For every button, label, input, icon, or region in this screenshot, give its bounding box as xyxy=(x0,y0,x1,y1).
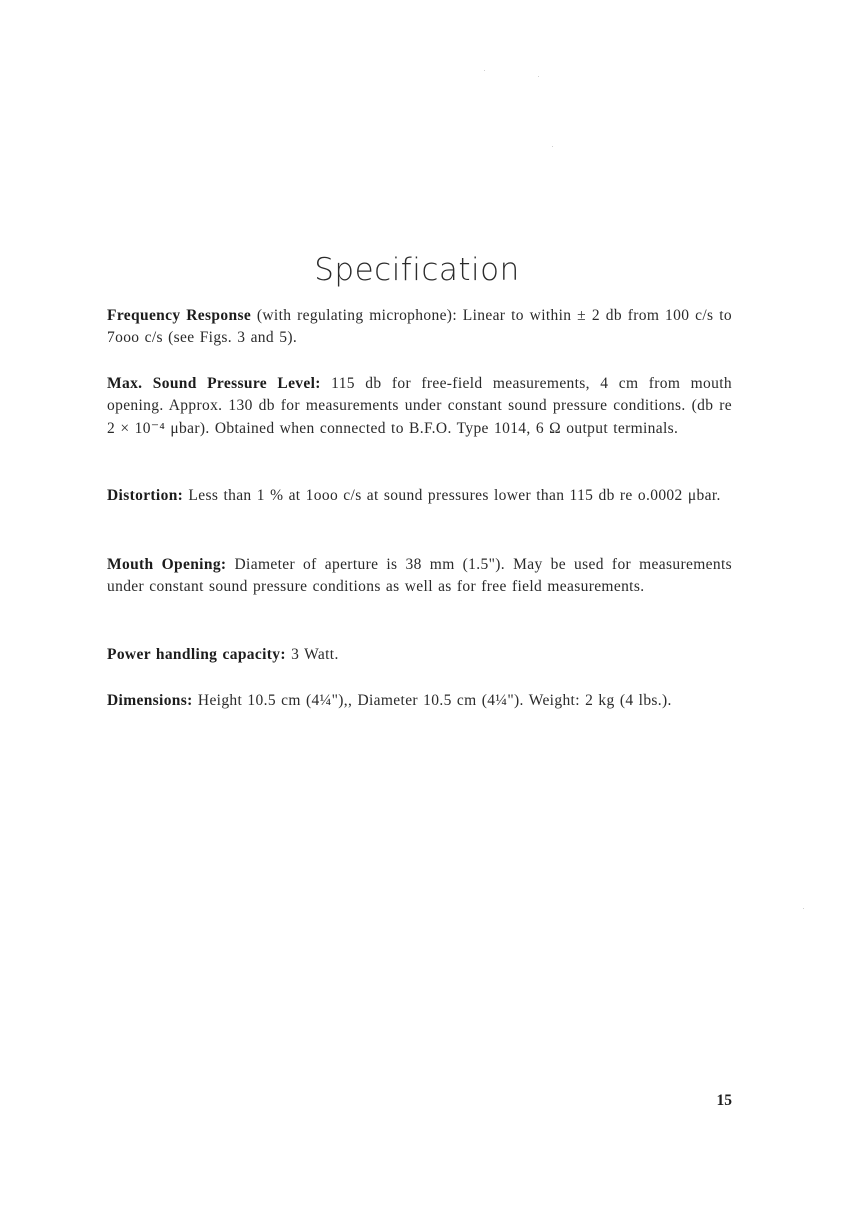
spec-text: Diameter of aperture is 38 mm (1.5"). May be used for measurements under constant sound pressure conditions as well as for free field measurements. xyxy=(107,556,732,596)
spec-text: Less than 1 % at 1ooo c/s at sound pressures lower than 115 db re o.0002 μbar. xyxy=(183,487,721,504)
scan-speck xyxy=(538,76,539,77)
scan-speck xyxy=(552,146,553,147)
spec-mouth-opening xyxy=(107,554,732,599)
spec-power-handling xyxy=(107,644,732,666)
spec-label: Mouth Opening: xyxy=(107,556,227,573)
spec-label: Frequency Response xyxy=(107,307,252,324)
spec-label: Power handling capacity: xyxy=(107,646,286,663)
spec-frequency-response xyxy=(107,305,732,350)
scan-speck xyxy=(803,908,804,909)
scan-speck xyxy=(484,70,485,71)
page-number: 15 xyxy=(716,1092,732,1109)
spec-text: Height 10.5 cm (4¼"),, Diameter 10.5 cm (4¼"). Weight: 2 kg (4 lbs.). xyxy=(192,692,672,709)
spec-text: (with regulating microphone): Linear to within ± 2 db from 100 c/s to 7ooo c/s (see Figs. 3 and 5). xyxy=(107,307,732,347)
spec-dimensions xyxy=(107,690,732,712)
spec-text: 115 db for free-field measurements, 4 cm from mouth opening. Approx. 130 db for measurements under constant sound pressure conditions. (db re 2 × 10⁻⁴ μbar). Obtained when connected to B.F.O. Type 1014, 6 Ω output terminals. xyxy=(107,375,732,437)
page-title: Specification xyxy=(314,252,520,288)
spec-max-sound-pressure-level xyxy=(107,373,732,440)
spec-label: Distortion: xyxy=(107,487,184,504)
spec-distortion xyxy=(107,485,732,507)
spec-label: Max. Sound Pressure Level: xyxy=(107,375,321,392)
spec-label: Dimensions: xyxy=(107,692,193,709)
spec-text: 3 Watt. xyxy=(285,646,339,663)
